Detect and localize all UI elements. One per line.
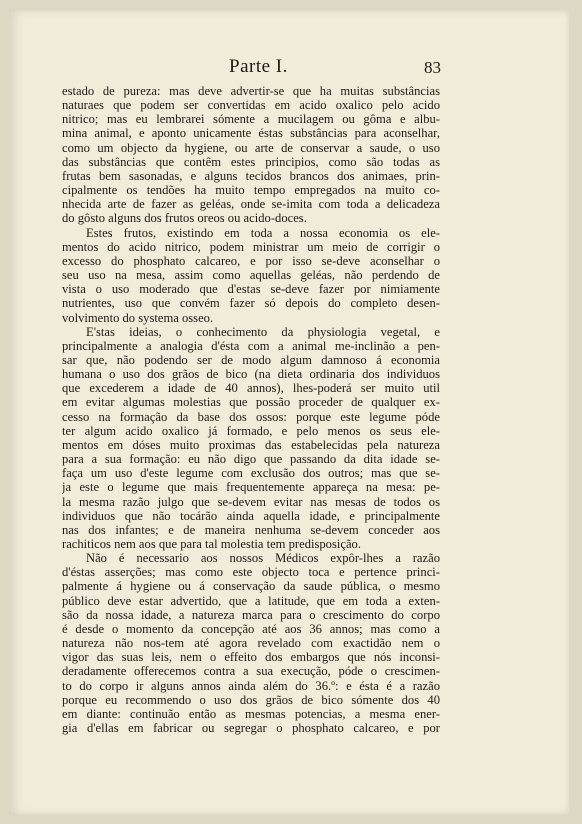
text-line: do gôsto alguns dos frutos oreos ou acido-doces. — [62, 211, 307, 226]
text-line: que excederem a idade de 40 annos), lhes-poderá ser muito util — [62, 381, 440, 396]
text-line: das substâncias que contêm estes principios, como são todas as — [62, 154, 440, 169]
text-line: rachiticos nem aos que para tal molestia tem predisposição. — [62, 537, 362, 551]
text-line: em evitar algumas molestias que possão proceder de qualquer ex- — [62, 395, 440, 410]
text-line: nitrico; mas eu lembrarei sómente a mucilagem ou gôma e albu- — [62, 112, 440, 127]
text-line: gia d'ellas em fabricar ou segregar o phosphato calcareo, e por — [62, 721, 440, 736]
text-line: cesso na formação da base dos ossos: porque este legume póde — [62, 409, 440, 424]
text-line: vista o uso moderado que d'estas se-deve fazer por nimiamente — [62, 282, 440, 297]
body-text — [62, 84, 440, 735]
text-line: seu uso na mesa, assim como aquellas geléas, não perdendo de — [62, 268, 440, 283]
text-line: la mesma razão julgo que se-devem evitar nas mesas de todos os — [62, 494, 440, 509]
text-line: faça um uso d'este legume com exclusão dos outros; mas que se- — [62, 466, 440, 481]
text-line: para a sua formação: eu não digo que passando da dita idade se- — [62, 452, 440, 467]
text-line: mentos do acido nitrico, podem ministrar um meio de corrigir o — [62, 239, 440, 254]
text-line: são da nossa idade, a natureza marca para o crescimento do corpo — [62, 607, 440, 622]
text-line: nhecida arte de fazer as geléas, onde se-imita com toda a delicadeza — [62, 197, 440, 212]
text-line: mentos em dóses muito proximas das estabelecidas pela natureza — [62, 437, 440, 452]
text-line: principalmente a analogia d'ésta com a animal me-inclinão a pen- — [62, 338, 440, 353]
text-line: é desde o momento da concepção até aos 36 annos; mas como a — [62, 621, 440, 636]
text-line: porque eu recommendo o uso dos grãos de bico sómente dos 40 — [62, 692, 440, 707]
text-line: público deve estar advertido, que a latitude, que em toda a exten- — [62, 593, 440, 608]
text-line: mina animal, e aponto unicamente éstas substâncias para aconselhar, — [62, 126, 440, 141]
text-line: vigor das suas leis, nem o effeito dos embargos que nós inconsi- — [62, 650, 440, 665]
paragraph-start: Estes frutos, existindo em toda a nossa economia os ele- — [86, 225, 440, 240]
text-line: ter algum acido oxalico já formado, e pelo menos os seus ele- — [62, 423, 440, 438]
text-line: sar que, não podendo ser de modo algum damnoso á economia — [62, 352, 440, 367]
text-line: em diante: continuão então as mesmas potencias, a mesma ener- — [62, 706, 440, 721]
text-line: naturaes que podem ser convertidas em acido oxalico pelo acido — [62, 98, 440, 113]
text-line: excesso do phosphato calcareo, e por isso se-deve aconselhar o — [62, 253, 440, 268]
page-header — [0, 56, 582, 80]
text-line: volvimento do systema osseo. — [62, 310, 214, 325]
text-line: palmente á hygiene ou á conservação da saude pública, o mesmo — [62, 579, 440, 594]
text-line: d'éstas asserções; mas como este objecto toca e pertence princi- — [62, 565, 440, 580]
text-line: como um objecto da hygiene, ou arte de conservar a saude, o uso — [62, 140, 440, 155]
text-line: individuos que não tocárão ainda aquella idade, e principalmente — [62, 508, 440, 523]
text-line: estado de pureza: mas deve advertir-se que ha muitas substâncias — [62, 84, 440, 98]
text-line: natureza não nos-tem até agora revelado com exactidão nem o — [62, 636, 440, 651]
text-line: nutrientes, uso que convém fazer só depois do completo desen- — [62, 296, 440, 311]
text-line: cipalmente os tendões ha muito tempo empregados na muito co- — [62, 183, 440, 198]
paragraph-start: E'stas ideias, o conhecimento da physiologia vegetal, e — [86, 324, 440, 339]
text-line: nas dos infantes; e de maneira nenhuma se-devem conceder aos — [62, 522, 440, 537]
text-line: frutas bem sasonadas, e alguns tecidos brancos dos animaes, prin- — [62, 168, 440, 183]
page-title: Parte I. — [229, 56, 288, 77]
paragraph-start: Não é necessario aos nossos Médicos expôr-lhes a razão — [86, 551, 440, 566]
text-line: ja este o legume que mais frequentemente appareça na mesa: pe- — [62, 480, 440, 495]
text-line: to do corpo ir alguns annos ainda além do 36.º: e ésta é a razão — [62, 678, 440, 693]
page-number: 83 — [424, 58, 441, 77]
text-line: deradamente offerecemos contra a sua execução, póde o crescimen- — [62, 664, 440, 679]
text-line: humana o uso dos grãos de bico (na dieta ordinaria dos individuos — [62, 367, 440, 382]
